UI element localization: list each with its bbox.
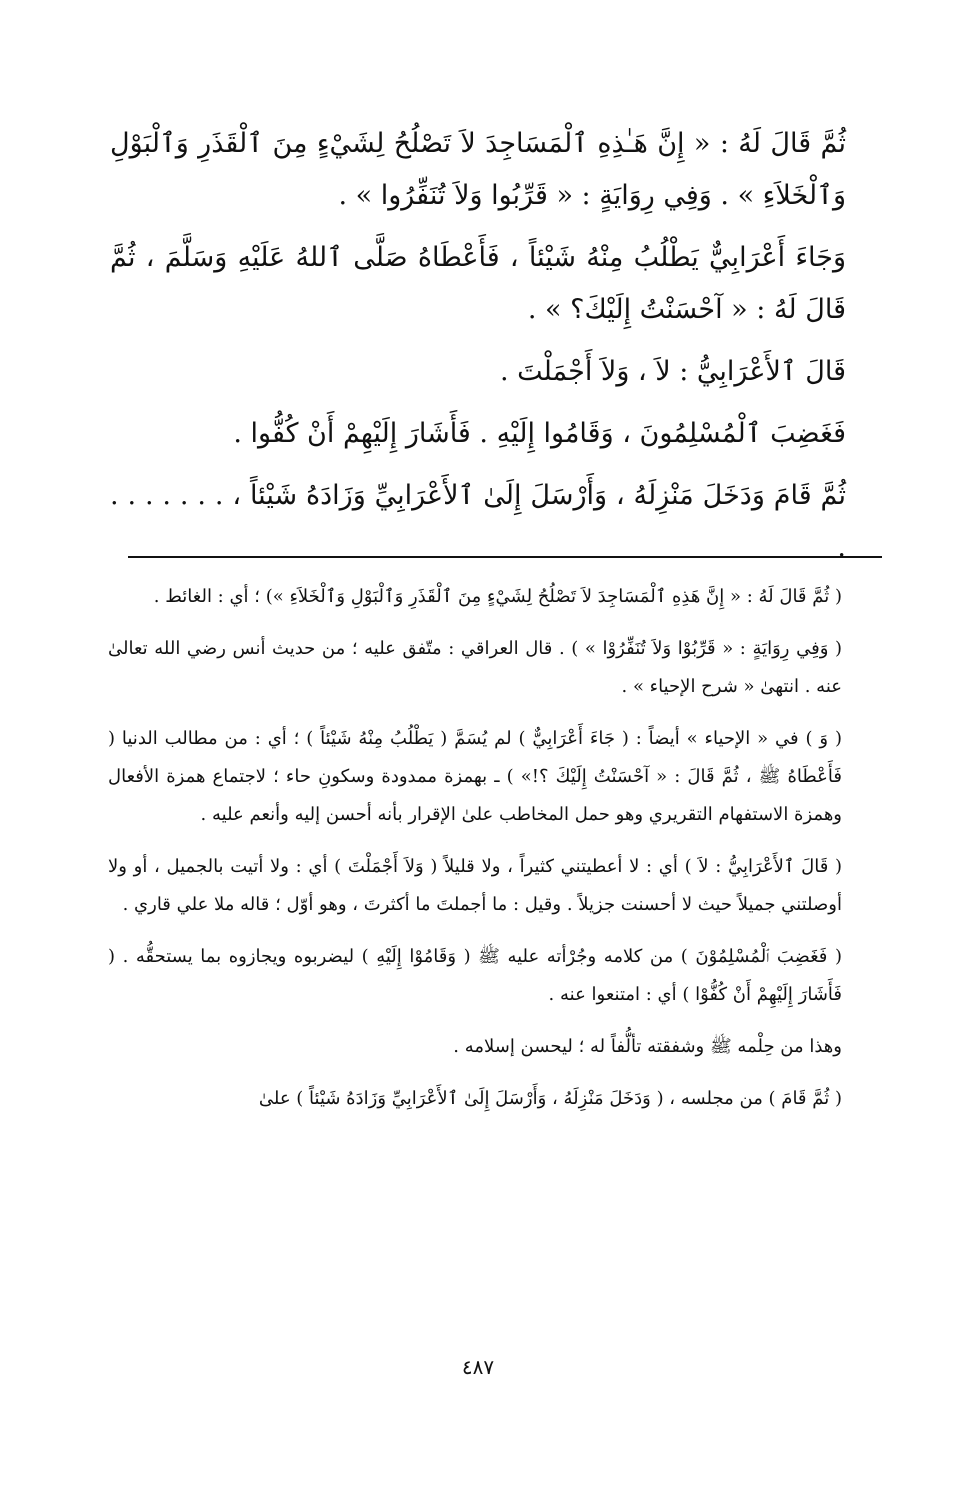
commentary-paragraph: ( ثُمَّ قَامَ ) من مجلسه ، ( وَدَخَلَ مَنْزِلَهُ ، وَأَرْسَلَ إِلَىٰ ٱلأَعْرَابِيِّ وَزَادَهُ شَيْئاً ) علىٰ	[258, 1088, 842, 1109]
main-text-block	[110, 118, 846, 584]
commentary-paragraph: ( وَ ) في « الإحياء » أيضاً : ( جَاءَ أَعْرَابِيٌّ ) لم يُسَمَّ ( يَطْلُبُ مِنْهُ شَيْئاً ) ؛ أي : من مطالب الدنيا ( فَأَعْطَاهُ ﷺ ، ثُمَّ قَالَ : « آحْسَنْتُ إِلَيْكَ ؟!» ) ـ بهمزة ممدودة وسكونِ حاء ؛ لاجتماع همزة الأفعال وهمزة الاستفهام التقريري وهو حمل المخاطب علىٰ الإقرار بأنه أحسن إليه وأنعم عليه .	[108, 728, 842, 825]
main-paragraph: قَالَ ٱلأَعْرَابِيُّ : لاَ ، وَلاَ أَجْمَلْتَ .	[499, 356, 846, 387]
commentary-paragraph: ( فَغَضِبَ ٱلْمُسْلِمُوْنَ ) من كلامه وجُرْأته عليه ﷺ ( وَقَامُوْا إِلَيْهِ ) ليضربوه ويجازوه بما يستحقُّه . ( فَأَشَارَ إِلَيْهِمْ أَنْ كُفُّوْا ) أي : امتنعوا عنه .	[108, 946, 842, 1005]
main-paragraph: ثُمَّ قَالَ لَهُ : « إِنَّ هَـٰذِهِ ٱلْمَسَاجِدَ لاَ تَصْلُحُ لِشَيْءٍ مِنَ ٱلْقَذَرِ وَٱلْبَوْلِ وَٱلْخَلاَءِ » . وَفِي رِوَايَةٍ : « قَرِّبُوا وَلاَ تُنَفِّرُوا » .	[110, 128, 846, 211]
separator-rule	[128, 556, 882, 558]
commentary-paragraph: ( وَفِي رِوَايَةٍ : « قَرِّبُوْا وَلاَ تُنَفِّرُوْا » ) . قال العراقي : متّفق عليه ؛ من حديث أنس رضي الله تعالىٰ عنه . انتهىٰ « شرح الإحياء » .	[108, 638, 842, 697]
commentary-paragraph: ( ثُمَّ قَالَ لَهُ : « إِنَّ هَذِهِ ٱلْمَسَاجِدَ لاَ تَصْلُحُ لِشَيْءٍ مِنَ ٱلْقَذَرِ وَٱلْبَوْلِ وَٱلْخَلاَءِ ») ؛ أي : الغائط .	[153, 586, 842, 607]
page-number: ٤٨٧	[461, 1355, 495, 1379]
commentary-paragraph: ( قَالَ ٱلأَعْرَابِيُّ : لاَ ) أي : لا أعطيتني كثيراً ، ولا قليلاً ( وَلاَ أَجْمَلْتَ ) أي : ولا أتيت بالجميل ، أو ولا أوصلتني جميلاً حيث لا أحسنت جزيلاً . وقيل : ما أجملتَ ما أكثرتَ ، وهو أوّل ؛ قاله ملا علي قاري .	[108, 856, 842, 915]
main-paragraph: وَجَاءَ أَعْرَابِيٌّ يَطْلُبُ مِنْهُ شَيْئاً ، فَأَعْطَاهُ صَلَّى ٱللهُ عَلَيْهِ وَسَلَّمَ ، ثُمَّ قَالَ لَهُ : « آحْسَنْتُ إِلَيْكَ؟ » .	[110, 242, 846, 325]
main-paragraph: فَغَضِبَ ٱلْمُسْلِمُونَ ، وَقَامُوا إِلَيْهِ . فَأَشَارَ إِلَيْهِمْ أَنْ كُفُّوا .	[233, 418, 846, 449]
commentary-block	[108, 578, 842, 1132]
commentary-paragraph: وهذا من حِلْمه ﷺ وشفقته تألُّفاً له ؛ ليحسن إسلامه .	[453, 1036, 842, 1057]
main-paragraph: ثُمَّ قَامَ وَدَخَلَ مَنْزِلَهُ ، وَأَرْسَلَ إِلَىٰ ٱلأَعْرَابِيِّ وَزَادَهُ شَيْئاً ، . . . . . . . .	[110, 480, 846, 563]
